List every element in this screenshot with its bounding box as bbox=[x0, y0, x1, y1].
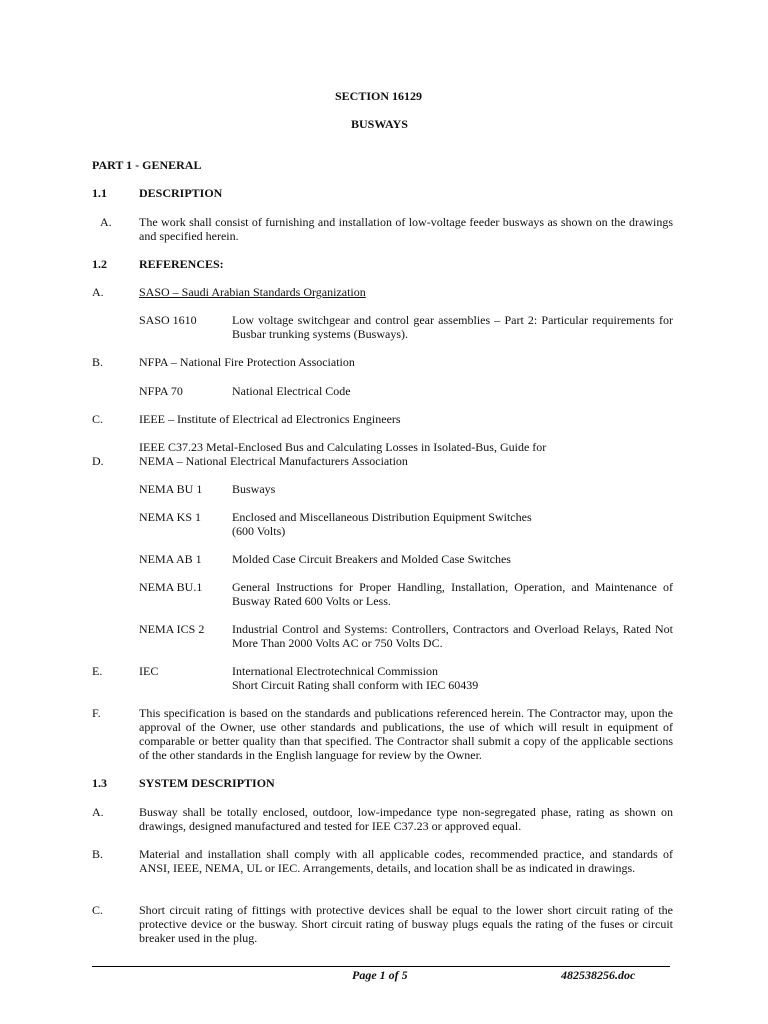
reference-code: NFPA 70 bbox=[139, 384, 183, 398]
reference-description: International Electrotechnical Commission bbox=[232, 664, 438, 678]
reference-code: NEMA AB 1 bbox=[139, 552, 202, 566]
paragraph-label: C. bbox=[92, 903, 104, 917]
reference-line: IEEE C37.23 Metal-Enclosed Bus and Calculating Losses in Isolated-Bus, Guide for bbox=[139, 440, 547, 454]
section-title: BUSWAYS bbox=[351, 117, 408, 131]
system-paragraph-c: Short circuit rating of fittings with protective devices shall be equal to the lower short circuit rating of the protective device or the busway. Short circuit rating of busway plugs equals the rating of the fuses or circuit breaker used in the plug. bbox=[139, 903, 673, 945]
part-heading: PART 1 - GENERAL bbox=[92, 158, 202, 172]
reference-description: Molded Case Circuit Breakers and Molded Case Switches bbox=[232, 552, 511, 566]
reference-code: SASO 1610 bbox=[139, 313, 197, 327]
reference-description: National Electrical Code bbox=[232, 384, 351, 398]
specification-paragraph: This specification is based on the standards and publications referenced herein. The Contractor may, upon the approval of the Owner, use other standards and publications, the use of which will result in equipment of comparable or better quality than that specified. The Contractor shall submit a copy of the applicable sections of the other standards in the English language for review by the Owner. bbox=[139, 706, 673, 762]
file-name: 482538256.doc bbox=[561, 968, 636, 982]
reference-code: IEC bbox=[139, 664, 159, 678]
reference-description: Busways bbox=[232, 482, 276, 496]
article-heading-system-description: SYSTEM DESCRIPTION bbox=[139, 776, 275, 790]
reference-code: NEMA BU.1 bbox=[139, 580, 203, 594]
paragraph-label: A. bbox=[100, 215, 112, 229]
article-number-1-1: 1.1 bbox=[92, 186, 107, 200]
paragraph-label: A. bbox=[92, 285, 104, 299]
paragraph-label: B. bbox=[92, 355, 104, 369]
article-heading-references: REFERENCES: bbox=[139, 257, 224, 271]
reference-description-continued: (600 Volts) bbox=[232, 524, 286, 538]
paragraph-label: F. bbox=[92, 706, 101, 720]
page-number: Page 1 of 5 bbox=[352, 968, 408, 982]
reference-code: NEMA BU 1 bbox=[139, 482, 203, 496]
section-number: SECTION 16129 bbox=[335, 89, 423, 103]
reference-organization-nfpa: NFPA – National Fire Protection Association bbox=[139, 355, 355, 369]
reference-code: NEMA KS 1 bbox=[139, 510, 202, 524]
reference-description: Low voltage switchgear and control gear assemblies – Part 2: Particular requirements for Busbar trunking systems (Busways). bbox=[232, 313, 673, 341]
reference-organization-saso: SASO – Saudi Arabian Standards Organization bbox=[139, 285, 366, 299]
paragraph-label: E. bbox=[92, 664, 103, 678]
reference-description: General Instructions for Proper Handling, Installation, Operation, and Maintenance of Busway Rated 600 Volts or Less. bbox=[232, 580, 673, 608]
system-paragraph-b: Material and installation shall comply with all applicable codes, recommended practice, and standards of ANSI, IEEE, NEMA, UL or IEC. Arrangements, details, and location shall be as indicated in drawings. bbox=[139, 847, 673, 875]
footer-rule bbox=[92, 966, 670, 967]
paragraph-label: C. bbox=[92, 412, 104, 426]
reference-description-continued: Short Circuit Rating shall conform with IEC 60439 bbox=[232, 678, 479, 692]
paragraph-label: A. bbox=[92, 805, 104, 819]
reference-description: Industrial Control and Systems: Controllers, Contractors and Overload Relays, Rated Not More Than 2000 Volts AC or 750 Volts DC. bbox=[232, 622, 673, 650]
reference-organization-nema: NEMA – National Electrical Manufacturers Association bbox=[139, 454, 408, 468]
description-paragraph: The work shall consist of furnishing and installation of low-voltage feeder busways as shown on the drawings and specified herein. bbox=[139, 215, 673, 243]
paragraph-label: D. bbox=[92, 454, 104, 468]
reference-organization-ieee: IEEE – Institute of Electrical ad Electronics Engineers bbox=[139, 412, 401, 426]
article-heading-description: DESCRIPTION bbox=[139, 186, 223, 200]
reference-description: Enclosed and Miscellaneous Distribution Equipment Switches bbox=[232, 510, 532, 524]
article-number-1-2: 1.2 bbox=[92, 257, 107, 271]
reference-code: NEMA ICS 2 bbox=[139, 622, 205, 636]
paragraph-label: B. bbox=[92, 847, 104, 861]
article-number-1-3: 1.3 bbox=[92, 776, 107, 790]
system-paragraph-a: Busway shall be totally enclosed, outdoor, low-impedance type non-segregated phase, rating as shown on drawings, designed manufactured and tested for IEE C37.23 or approved equal. bbox=[139, 805, 673, 833]
